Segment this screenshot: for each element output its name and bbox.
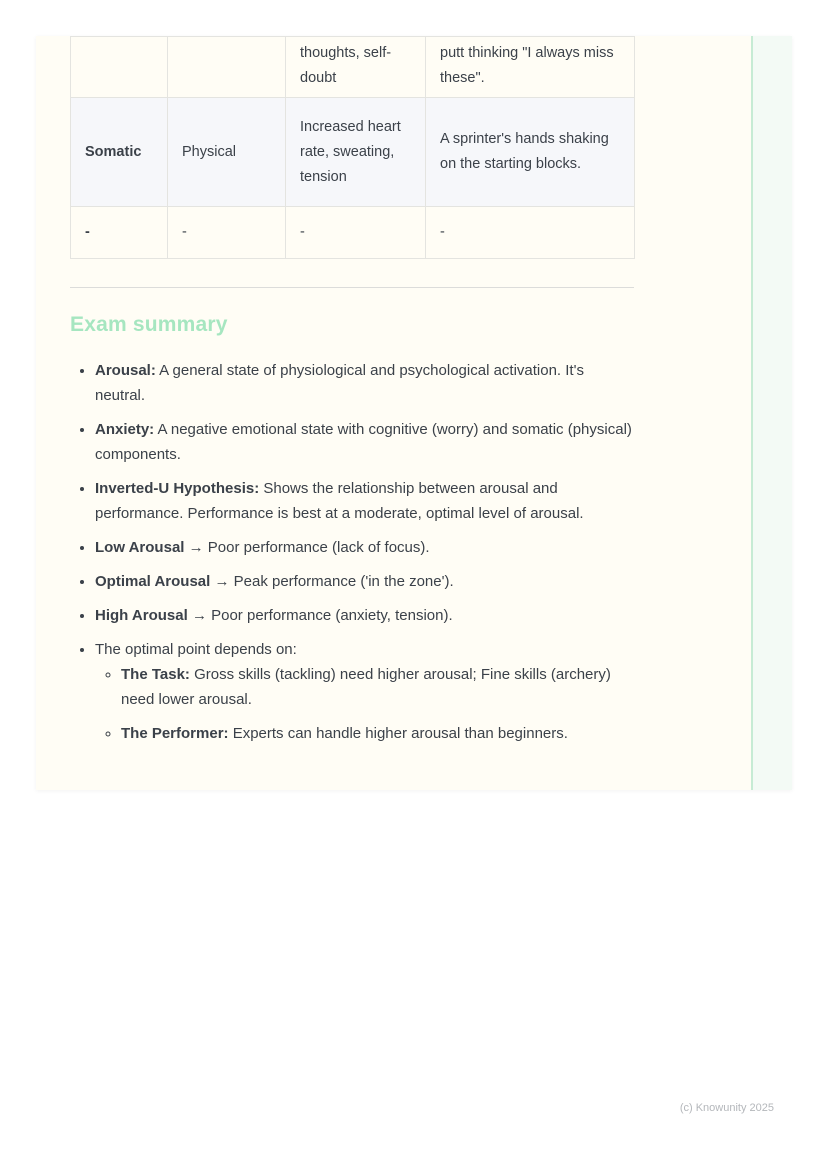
summary-item-term: Arousal:: [95, 362, 156, 379]
summary-item-term: High Arousal →: [95, 607, 207, 624]
summary-item: [95, 417, 634, 467]
summary-item: [95, 476, 634, 526]
summary-item-text: Experts can handle higher arousal than beginners.: [228, 725, 568, 742]
page-margin-strip: [751, 36, 792, 790]
table-cell: -: [286, 207, 426, 259]
document-page: [36, 36, 792, 790]
anxiety-table-body: [71, 37, 635, 259]
page-content: [70, 36, 634, 755]
summary-item: [95, 603, 634, 628]
summary-item: [95, 358, 634, 408]
summary-item-term: The Performer:: [121, 725, 229, 742]
summary-sublist: [95, 662, 634, 746]
summary-item-text: Poor performance (lack of focus).: [203, 539, 430, 556]
summary-item-sub: [121, 721, 634, 746]
exam-summary-list: [70, 358, 634, 746]
table-cell: -: [426, 207, 635, 259]
table-cell: thoughts, self-doubt: [286, 37, 426, 98]
section-divider: [70, 287, 634, 288]
table-row: [71, 37, 635, 98]
table-cell: A sprinter's hands shaking on the starting blocks.: [426, 98, 635, 207]
table-cell: Increased heart rate, sweating, tension: [286, 98, 426, 207]
table-cell: putt thinking "I always miss these".: [426, 37, 635, 98]
summary-item-sub: [121, 662, 634, 712]
table-row: [71, 98, 635, 207]
summary-item-term: The Task:: [121, 666, 190, 683]
summary-item-term: Optimal Arousal →: [95, 573, 230, 590]
exam-summary-heading: Exam summary: [70, 313, 228, 336]
summary-item-term: Inverted-U Hypothesis:: [95, 480, 260, 497]
table-cell: -: [71, 207, 168, 259]
anxiety-types-table: [70, 36, 635, 259]
summary-item-text: Gross skills (tackling) need higher arousal; Fine skills (archery) need lower arousal.: [121, 666, 611, 708]
summary-item: [95, 569, 634, 594]
summary-item: [95, 535, 634, 560]
summary-item-text: The optimal point depends on:: [95, 641, 297, 658]
table-cell: [71, 37, 168, 98]
summary-item-text: A general state of physiological and psychological activation. It's neutral.: [95, 362, 584, 404]
table-cell: [168, 37, 286, 98]
table-cell: Physical: [168, 98, 286, 207]
summary-item-text: Shows the relationship between arousal and performance. Performance is best at a moderate, optimal level of arousal.: [95, 480, 584, 522]
summary-item-text: Poor performance (anxiety, tension).: [206, 607, 453, 624]
table-row: [71, 207, 635, 259]
summary-item-text: A negative emotional state with cognitive (worry) and somatic (physical) components.: [95, 421, 632, 463]
summary-item-term: Low Arousal →: [95, 539, 204, 556]
summary-item-term: Anxiety:: [95, 421, 155, 438]
copyright-footer: (c) Knowunity 2025: [679, 1102, 774, 1114]
summary-item-text: Peak performance ('in the zone').: [229, 573, 454, 590]
table-cell: Somatic: [71, 98, 168, 207]
summary-item: [95, 637, 634, 746]
table-cell: -: [168, 207, 286, 259]
